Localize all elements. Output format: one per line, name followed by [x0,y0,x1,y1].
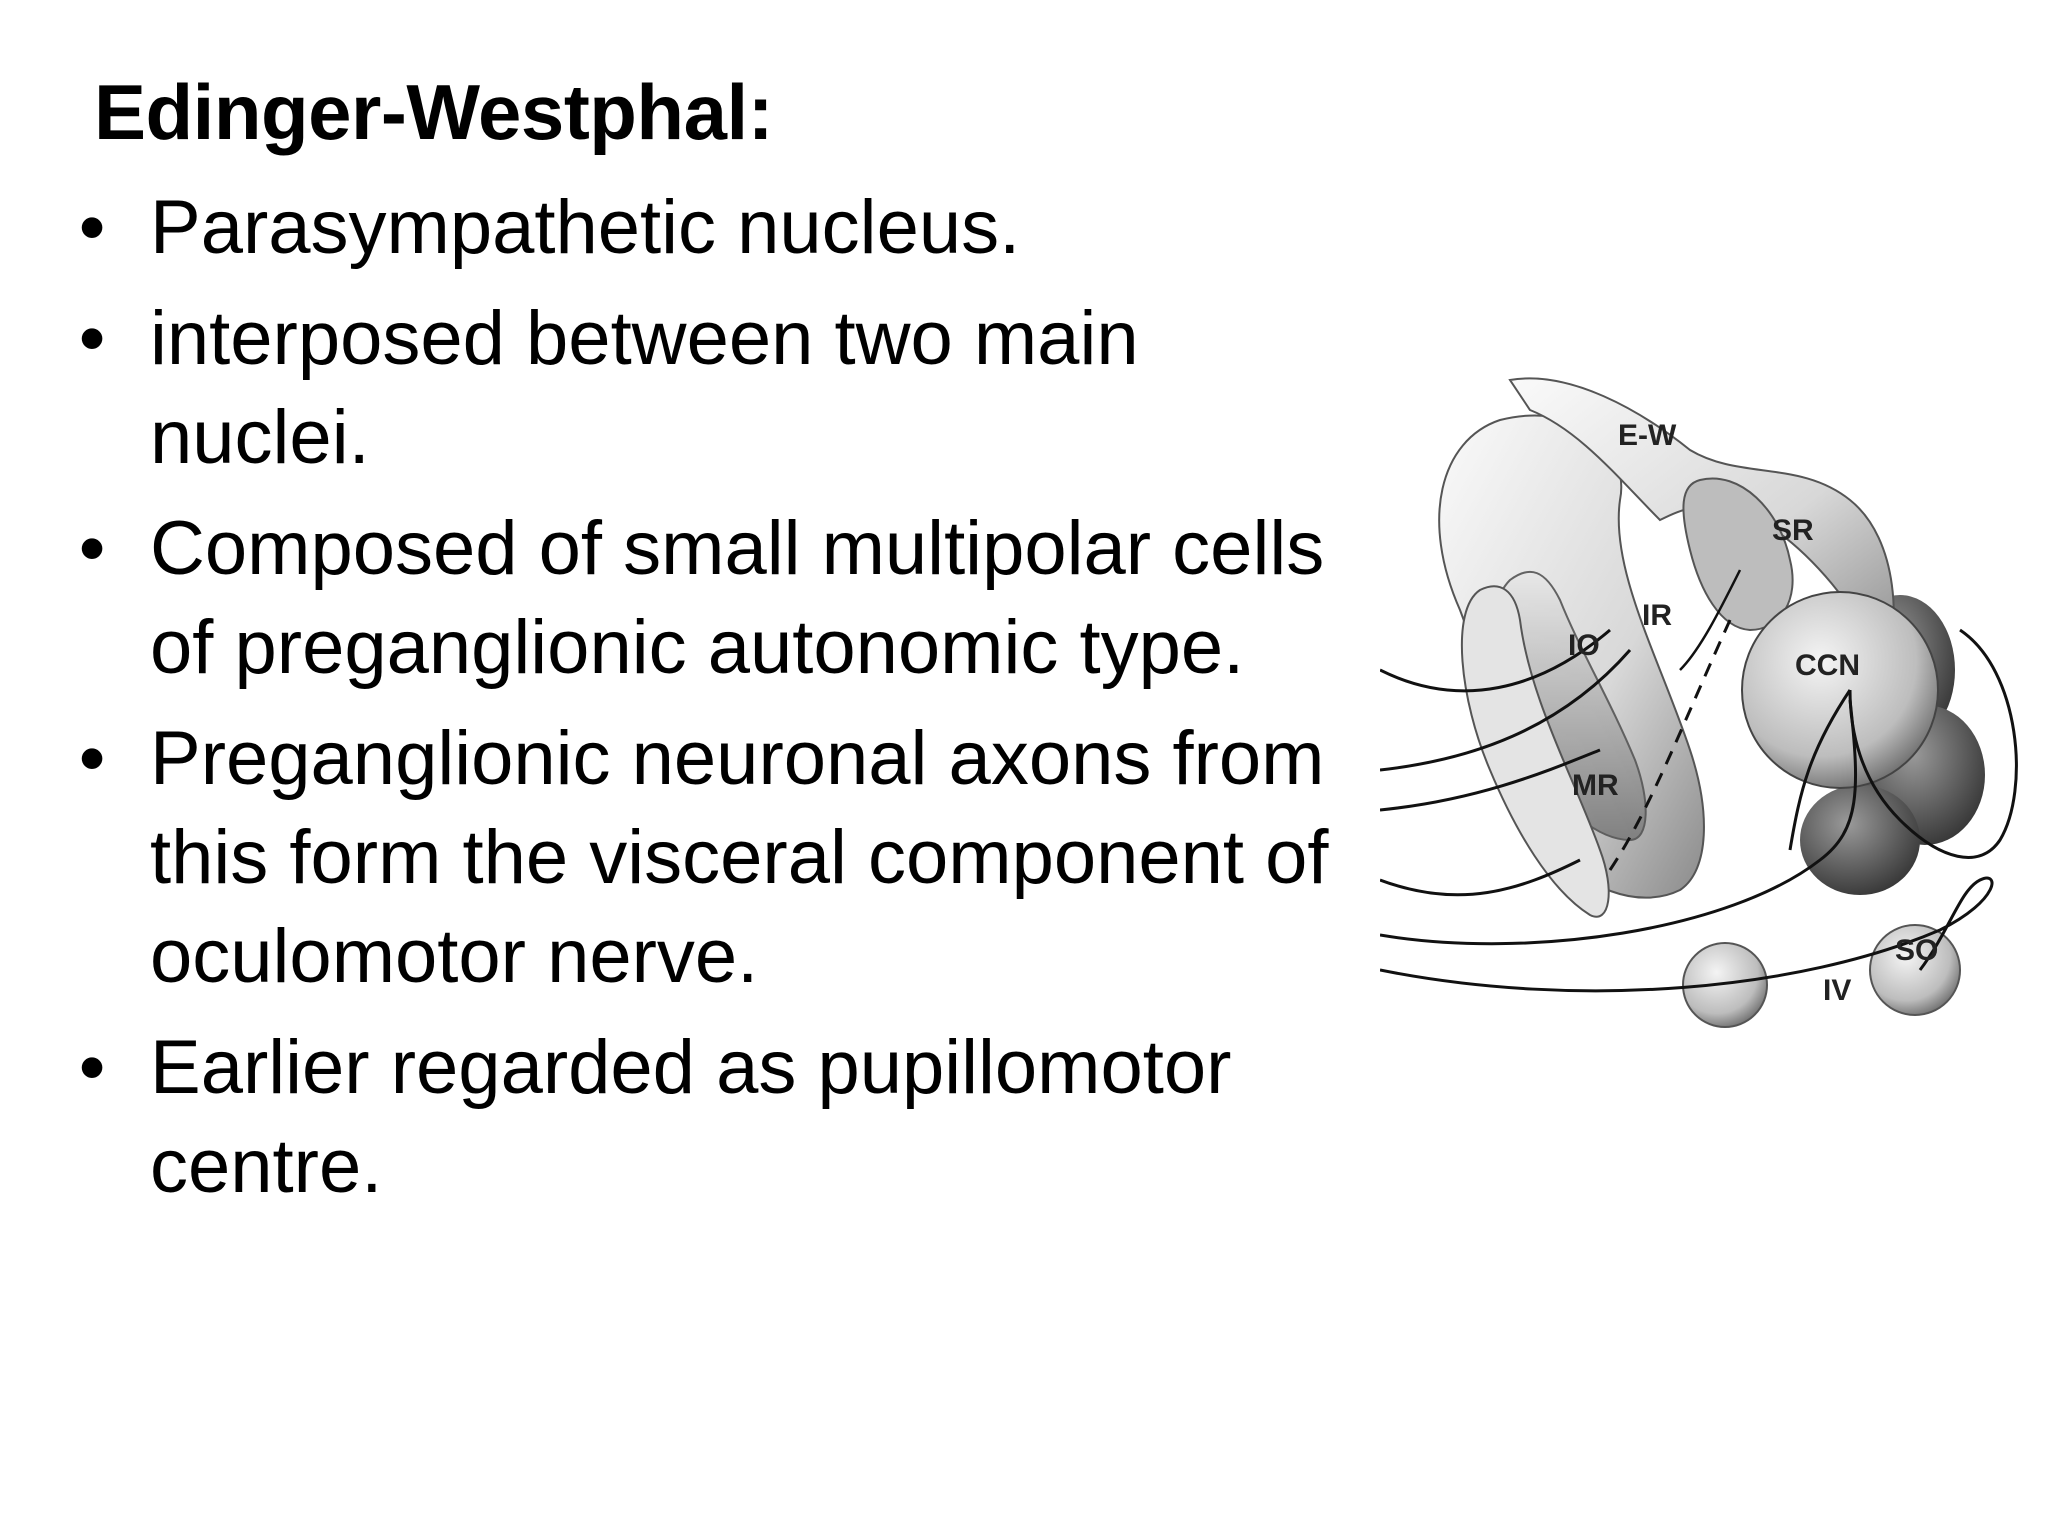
label-iv: IV [1823,974,1852,1007]
label-ir: IR [1642,599,1672,632]
label-sr: SR [1772,514,1814,547]
bullet-text: Earlier regarded as pupillomotor centre. [150,1025,1232,1209]
dark-lobe-shape [1800,785,1920,895]
slide-title: Edinger-Westphal: [94,68,774,156]
bullet-item [70,499,1370,697]
label-ccn: CCN [1795,649,1860,682]
bullet-text: interposed between two main nuclei. [150,296,1139,480]
bullet-text: Parasympathetic nucleus. [150,185,1021,270]
label-io: IO [1568,629,1600,662]
bullet-icon: • [78,506,106,591]
bullet-item [70,178,1370,277]
bullet-icon: • [78,716,106,801]
label-mr: MR [1572,769,1619,802]
bullet-text: Composed of small multipolar cells of preganglionic autonomic type. [150,506,1325,690]
bullet-icon: • [78,1025,106,1110]
label-so: SO [1895,934,1939,967]
bullet-icon: • [78,185,106,270]
bullet-item [70,289,1370,487]
bullet-item [70,1018,1370,1216]
oculomotor-nuclei-illustration [1380,370,2048,1050]
oculomotor-nuclei-svg [1380,370,2048,1050]
bullet-list [70,178,1370,1228]
ccn-sphere-shape [1742,592,1938,788]
bullet-text: Preganglionic neuronal axons from this form the visceral component of oculomotor nerve. [150,716,1329,999]
bullet-item [70,709,1370,1006]
label-ew: E-W [1618,419,1677,452]
bullet-icon: • [78,296,106,381]
